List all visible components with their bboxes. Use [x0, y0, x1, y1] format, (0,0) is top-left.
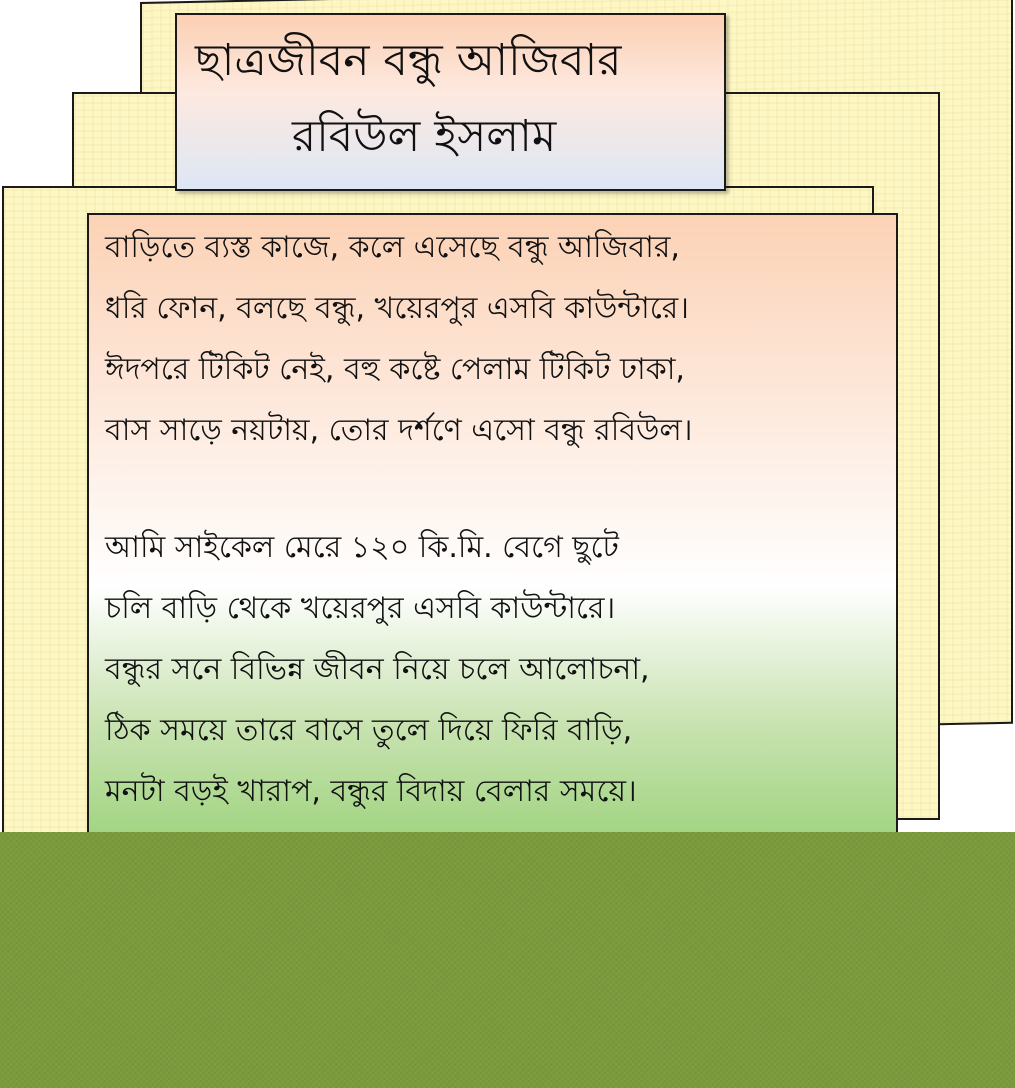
footer-band — [0, 832, 1015, 1088]
poem-line: চলি বাড়ি থেকে খয়েরপুর এসবি কাউন্টারে। — [105, 591, 616, 626]
poem-line: বন্ধুর সনে বিভিন্ন জীবন নিয়ে চলে আলোচনা, — [105, 652, 650, 687]
poem-box — [87, 213, 898, 893]
poem-line: বাড়িতে ব্যস্ত কাজে, কলে এসেছে বন্ধু আজিবার, — [105, 230, 680, 265]
poem-line: বাস সাড়ে নয়টায়, তোর দর্শণে এসো বন্ধু রবিউল। — [105, 413, 693, 448]
title-line-1: ছাত্রজীবন বন্ধু আজিবার — [195, 35, 622, 86]
poem-line: ঈদপরে টিকিট নেই, বহু কষ্টে পেলাম টিকিট ঢাকা, — [105, 352, 685, 387]
poem-line: ঠিক সময়ে তারে বাসে তুলে দিয়ে ফিরি বাড়ি, — [105, 713, 633, 748]
title-box — [175, 13, 726, 191]
poem-line: আমি সাইকেল মেরে ১২০ কি.মি. বেগে ছুটে — [105, 530, 619, 565]
title-line-2: রবিউল ইসলাম — [292, 111, 557, 162]
poem-line: মনটা বড়ই খারাপ, বন্ধুর বিদায় বেলার সময়ে। — [105, 774, 637, 809]
poem-line: ধরি ফোন, বলছে বন্ধু, খয়েরপুর এসবি কাউন্টারে। — [105, 291, 689, 326]
